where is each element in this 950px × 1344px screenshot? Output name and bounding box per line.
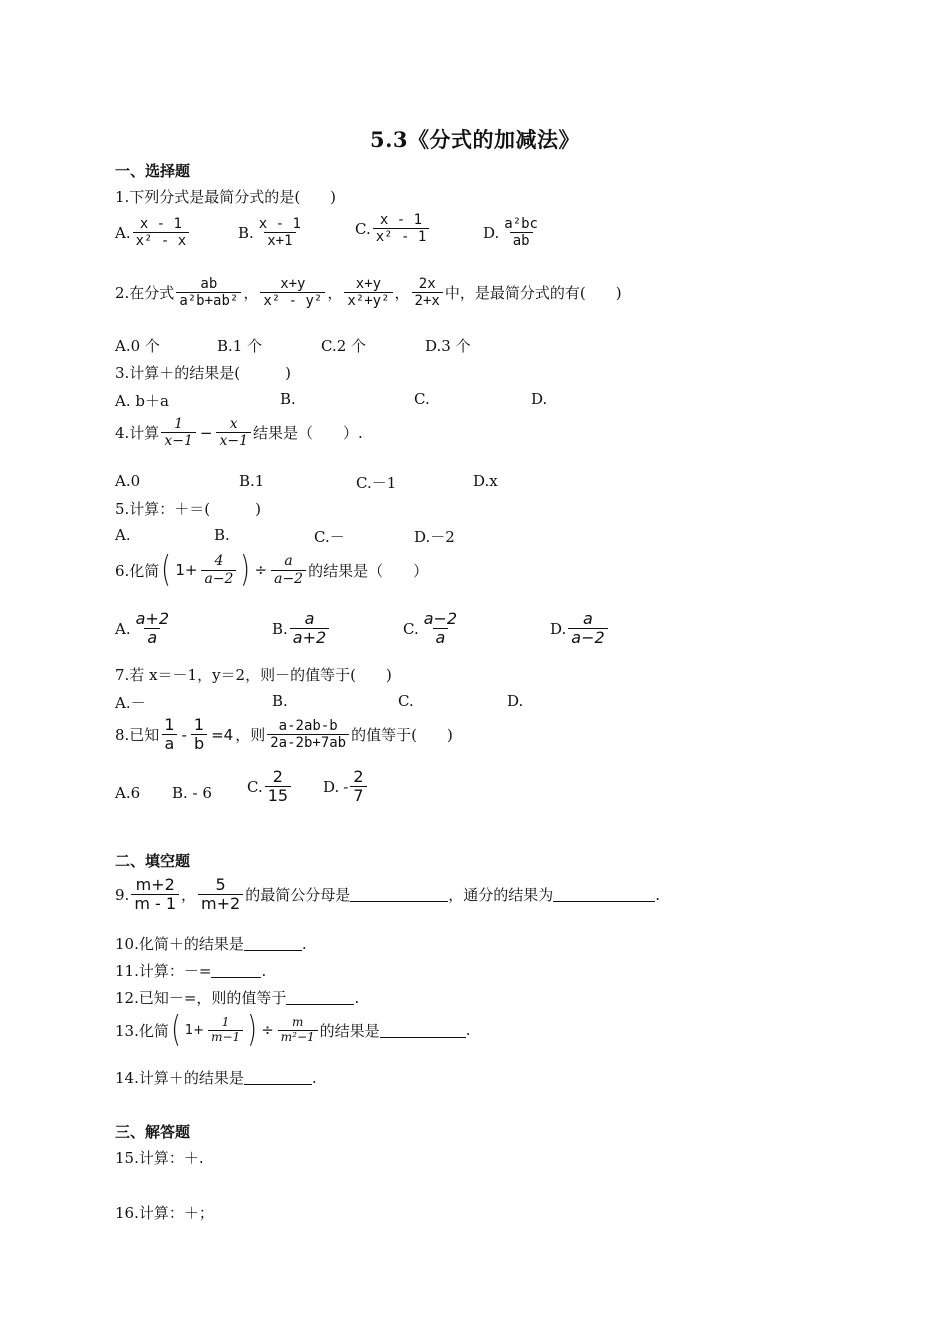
stem-text: ，通分的结果为 <box>448 886 554 905</box>
stem-text: 8.已知 <box>115 726 160 745</box>
question-8-stem <box>115 716 453 754</box>
fraction <box>267 718 349 751</box>
numerator: x+y <box>355 276 382 292</box>
numerator: 4 <box>214 553 224 570</box>
q5-option-c: C.－ <box>314 528 345 546</box>
stem-text: . <box>261 961 267 980</box>
denominator: x²+y² <box>344 292 392 309</box>
denominator: m²−1 <box>278 1030 318 1045</box>
fraction <box>161 716 177 754</box>
fraction <box>373 212 430 245</box>
section-solve-heading: 三、解答题 <box>115 1123 191 1141</box>
fraction <box>344 276 392 309</box>
numerator: 2x <box>418 276 436 292</box>
denominator: a <box>433 628 449 647</box>
option-label: A. <box>115 223 131 242</box>
answer-blank[interactable] <box>244 1070 312 1085</box>
q1-option-b <box>238 216 306 249</box>
denominator: a²b+ab² <box>176 292 241 309</box>
one-plus: 1+ <box>184 1022 205 1038</box>
answer-blank[interactable] <box>211 963 261 978</box>
question-11 <box>115 960 266 981</box>
fraction <box>191 716 207 754</box>
q6-option-a <box>115 610 174 648</box>
numerator: x - 1 <box>379 212 423 228</box>
q6-option-c <box>403 610 462 648</box>
stem-text: 4.计算 <box>115 424 160 443</box>
denominator: a−2 <box>271 570 306 587</box>
numerator: ab <box>200 276 218 292</box>
question-14 <box>115 1067 317 1088</box>
divide-sign: ÷ <box>254 561 268 579</box>
question-13 <box>115 1009 471 1050</box>
q2-option-b: B.1 个 <box>217 337 263 355</box>
fraction <box>131 876 179 914</box>
q5-option-b: B. <box>214 526 230 544</box>
denominator: m - 1 <box>131 894 179 913</box>
option-label: C. <box>247 777 263 796</box>
q8-option-d <box>323 768 369 806</box>
q4-option-b: B.1 <box>239 472 265 490</box>
page-title: 5.3《分式的加减法》 <box>369 127 581 152</box>
numerator: m+2 <box>135 875 175 894</box>
numerator: 5 <box>215 875 226 894</box>
divide-sign: ÷ <box>261 1021 274 1039</box>
numerator: x+y <box>280 276 306 292</box>
separator: ， <box>394 284 410 303</box>
question-10 <box>115 933 307 954</box>
fraction <box>133 610 172 648</box>
fraction <box>350 768 366 806</box>
numerator: x - 1 <box>258 216 301 232</box>
q6-option-d <box>550 610 610 648</box>
stem-text: 2.在分式 <box>115 284 175 303</box>
denominator: x+1 <box>264 232 295 249</box>
fraction <box>260 276 325 309</box>
question-3-stem: 3.计算＋的结果是( ) <box>115 364 292 382</box>
fraction <box>256 216 304 249</box>
denominator: a−2 <box>568 628 607 647</box>
q2-option-c: C.2 个 <box>321 337 367 355</box>
fraction <box>176 276 241 309</box>
denominator: a−2 <box>201 570 236 587</box>
question-7-stem: 7.若 x＝－1，y＝2，则－的值等于( ) <box>115 666 392 684</box>
numerator: a−2 <box>423 609 458 628</box>
numerator: 2 <box>353 767 364 786</box>
q1-option-d <box>483 216 543 249</box>
q7-option-a: A.－ <box>115 694 146 712</box>
numerator: a²bc <box>504 216 538 232</box>
denominator: m−1 <box>208 1030 243 1045</box>
separator: ， <box>243 284 259 303</box>
fraction <box>421 610 460 648</box>
answer-blank[interactable] <box>553 887 655 902</box>
q5-option-d: D.－2 <box>414 528 455 546</box>
q2-option-d: D.3 个 <box>425 337 471 355</box>
stem-text: . <box>311 1068 317 1087</box>
denominator: x² - 1 <box>373 228 430 245</box>
denominator: ab <box>510 232 533 249</box>
stem-text: 10.化简＋的结果是 <box>115 935 244 953</box>
option-label: D. <box>323 777 340 796</box>
q4-option-c: C.－1 <box>356 474 397 492</box>
q3-option-c: C. <box>414 390 430 408</box>
numerator: a <box>304 609 315 628</box>
numerator: a <box>284 553 293 570</box>
stem-text: . <box>465 1021 471 1039</box>
question-5-stem: 5.计算：＋＝( ) <box>115 500 262 518</box>
fraction <box>133 216 190 249</box>
question-15: 15.计算：＋. <box>115 1149 204 1167</box>
right-paren: ) <box>247 1009 258 1050</box>
question-4-stem <box>115 416 363 449</box>
stem-text: 14.计算＋的结果是 <box>115 1069 244 1087</box>
question-1-stem: 1.下列分式是最简分式的是( ) <box>115 188 337 206</box>
stem-text: . <box>301 934 307 953</box>
denominator: a <box>144 628 160 647</box>
numerator: 1 <box>174 416 184 432</box>
q7-option-c: C. <box>398 692 414 710</box>
question-16: 16.计算：＋； <box>115 1204 214 1222</box>
answer-blank[interactable] <box>286 990 354 1005</box>
fraction <box>265 768 291 806</box>
fraction <box>216 416 251 449</box>
section-fill-heading: 二、填空题 <box>115 852 191 870</box>
stem-text: 结果是（ ）. <box>252 424 363 443</box>
q7-option-d: D. <box>507 692 524 710</box>
answer-blank[interactable] <box>244 936 302 951</box>
fraction <box>501 216 541 249</box>
option-label: D. <box>483 223 500 242</box>
q8-option-b: B. - 6 <box>172 784 212 802</box>
answer-blank[interactable] <box>350 887 448 902</box>
stem-text: 的最简公分母是 <box>245 886 351 905</box>
separator: ， <box>327 284 343 303</box>
fraction <box>271 553 306 586</box>
q6-option-b <box>272 610 331 648</box>
stem-text: 中，是最简分式的有( ) <box>444 284 622 303</box>
numerator: 1 <box>221 1014 230 1029</box>
denominator: b <box>191 734 207 753</box>
q1-option-c <box>355 212 431 245</box>
numerator: x - 1 <box>139 216 182 232</box>
left-paren: ( <box>161 549 172 590</box>
stem-text: 11.计算：－= <box>115 962 212 980</box>
fraction <box>198 876 243 914</box>
numerator: a-2ab-b <box>278 718 338 735</box>
stem-text: 12.已知－=，则的值等于 <box>115 989 287 1007</box>
denominator: x−1 <box>216 432 251 449</box>
stem-text: . <box>354 988 360 1007</box>
fraction <box>278 1016 318 1045</box>
denominator: x−1 <box>161 432 196 449</box>
question-9-stem <box>115 876 660 914</box>
answer-blank[interactable] <box>380 1023 466 1038</box>
one-plus: 1+ <box>175 561 198 579</box>
numerator: a <box>583 609 593 628</box>
stem-text: 的结果是 <box>319 1021 380 1040</box>
minus-sign: - <box>343 777 349 796</box>
q4-option-a: A.0 <box>115 472 141 490</box>
option-label: D. <box>550 619 567 638</box>
option-label: B. <box>238 223 254 242</box>
q8-option-c <box>247 768 293 806</box>
denominator: a+2 <box>290 628 329 647</box>
stem-text: 9. <box>115 885 130 904</box>
option-label: A. <box>115 619 131 638</box>
q3-option-d: D. <box>531 390 548 408</box>
numerator: x <box>229 416 238 432</box>
denominator: 15 <box>265 786 291 805</box>
section-choice-heading: 一、选择题 <box>115 162 191 180</box>
q5-option-a: A. <box>115 526 131 544</box>
denominator: x² - y² <box>260 292 325 309</box>
stem-text: 的值等于( ) <box>351 726 453 745</box>
stem-text: 的结果是（ ） <box>308 561 429 580</box>
minus-sign: - <box>181 725 187 744</box>
fraction <box>201 553 236 586</box>
right-paren: ) <box>240 549 251 590</box>
stem-text: ，则 <box>235 726 266 745</box>
question-2-stem <box>115 276 622 309</box>
fraction <box>568 610 607 648</box>
q4-option-d: D.x <box>473 472 498 490</box>
q3-option-a: A. b＋a <box>115 392 169 410</box>
q3-option-b: B. <box>280 390 296 408</box>
option-label: C. <box>355 219 371 238</box>
stem-text: . <box>655 885 661 904</box>
separator: ， <box>181 886 197 905</box>
fraction <box>161 416 196 449</box>
equals-four: =4 <box>211 725 234 744</box>
denominator: 7 <box>350 786 366 805</box>
minus-sign: − <box>199 423 213 442</box>
q2-option-a: A.0 个 <box>115 337 160 355</box>
fraction <box>412 276 443 309</box>
numerator: m <box>292 1014 304 1029</box>
option-label: B. <box>272 619 288 638</box>
numerator: 1 <box>193 715 205 734</box>
question-6-stem <box>115 549 429 590</box>
denominator: 2+x <box>412 292 443 309</box>
q7-option-b: B. <box>272 692 288 710</box>
denominator: a <box>162 734 178 753</box>
numerator: 1 <box>164 715 175 734</box>
numerator: 2 <box>272 767 283 786</box>
left-paren: ( <box>170 1009 181 1050</box>
fraction <box>290 610 329 648</box>
denominator: x² - x <box>133 232 190 249</box>
option-label: C. <box>403 619 419 638</box>
stem-text: 6.化简 <box>115 561 160 580</box>
question-12 <box>115 987 359 1008</box>
q1-option-a <box>115 216 191 249</box>
stem-text: 13.化简 <box>115 1021 169 1040</box>
q8-option-a: A.6 <box>115 784 141 802</box>
numerator: a+2 <box>135 609 169 628</box>
denominator: m+2 <box>198 894 243 913</box>
fraction <box>208 1016 243 1045</box>
denominator: 2a-2b+7ab <box>267 734 349 751</box>
